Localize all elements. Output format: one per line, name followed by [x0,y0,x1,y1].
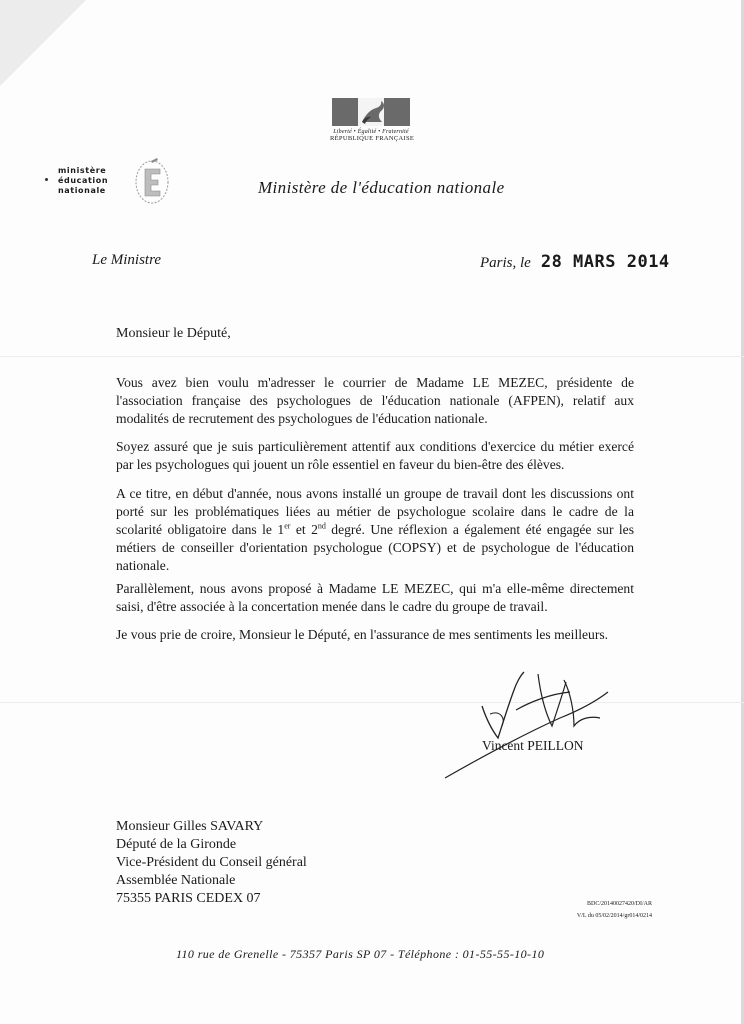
date-line [480,252,670,272]
recipient-line: Vice-Président du Conseil général [116,855,307,870]
ministry-logo-line: ministère [58,166,107,175]
paragraph-text: A ce titre, en début d'année, nous avons installé un groupe de travail dont les discussions ont porté sur les problématiques liées au métier de psychologue scolaire dans le cadre de la scolarité obligatoire dans le 1 [116,486,634,537]
recipient-line: Monsieur Gilles SAVARY [116,819,264,834]
marianne-logo-icon [332,98,410,126]
folded-corner [0,0,86,86]
footer-address: 110 rue de Grenelle - 75357 Paris SP 07 - Téléphone : 01-55-55-10-10 [176,947,545,961]
reference-codes [540,898,652,922]
closing-formula: Je vous prie de croire, Monsieur le Député, en l'assurance de mes sentiments les meilleurs. [116,627,609,642]
ministry-e-logo-icon [134,155,170,205]
republic-motto: Liberté • Égalité • Fraternité [333,129,409,135]
recipient-line: Député de la Gironde [116,837,237,852]
ministry-logo-line: nationale [58,186,106,195]
superscript: er [284,521,291,531]
recipient-line: Assemblée Nationale [116,873,236,888]
signer-name: Vincent PEILLON [482,738,584,753]
salutation: Monsieur le Député, [116,326,231,341]
date-city: Paris, le [480,255,531,271]
recipient-address [116,818,307,908]
scan-line [0,356,744,357]
paragraph: Soyez assuré que je suis particulièrement attentif aux conditions d'exercice du métier exercé par les psychologues qui jouent un rôle essentiel en faveur du bien-être des élèves. [116,439,634,472]
date-stamp: 28 MARS 2014 [540,252,670,272]
sender-title: Le Ministre [92,252,162,268]
ministry-logo-text [58,166,108,196]
republic-name: RÉPUBLIQUE FRANÇAISE [330,135,415,142]
republic-logo-block [330,98,415,142]
paragraph [116,485,634,575]
margin-dot [45,178,48,181]
ministry-name: Ministère de l'éducation nationale [258,178,505,197]
paragraph: Vous avez bien voulu m'adresser le courrier de Madame LE MEZEC, présidente de l'association française des psychologues de l'éducation nationale (AFPEN), relatif aux modalités de recrutement des psychologues de l'éducation nationale. [116,375,634,426]
handwritten-signature-icon [440,666,620,786]
superscript: nd [317,521,326,531]
scan-line [0,702,744,703]
ministry-logo-line: éducation [58,176,109,185]
recipient-line: 75355 PARIS CEDEX 07 [116,891,261,906]
reference-code: BDC/20140027420/DI/AR [586,901,652,907]
paragraph-text: degré. Une réflexion a également été engagée sur les métiers de conseiller d'orientation psychologue (COPSY) et de psychologue de l'éducation nationale. [116,522,635,573]
reference-code: V/L du 05/02/2014/gr014/0214 [576,913,652,919]
paragraph: Parallèlement, nous avons proposé à Madame LE MEZEC, qui m'a elle-même directement saisi, d'être associée à la concertation menée dans le cadre du groupe de travail. [116,581,634,614]
paragraph-text: et 2 [290,522,318,537]
